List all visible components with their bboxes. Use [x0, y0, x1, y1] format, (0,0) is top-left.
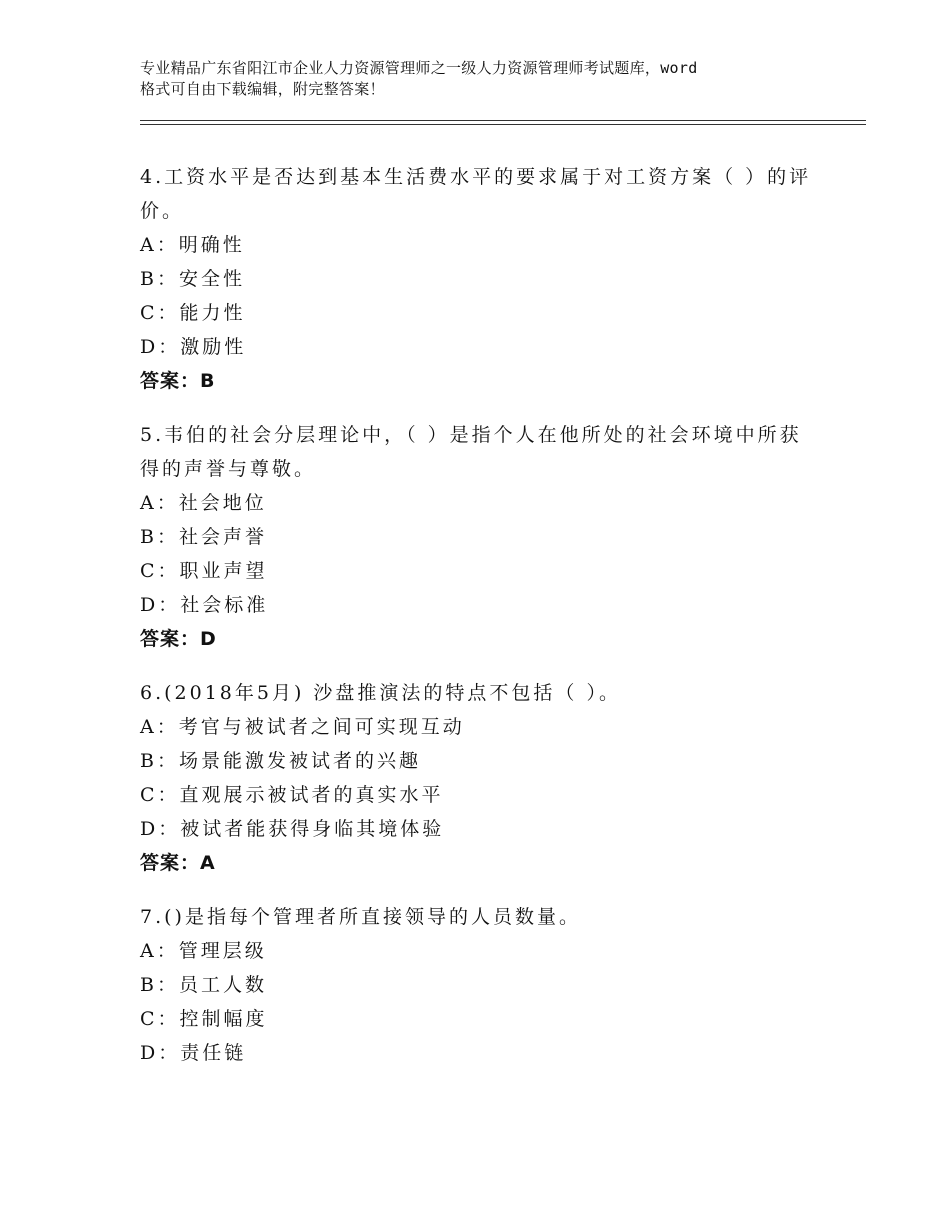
option-c: C：直观展示被试者的真实水平 [140, 784, 444, 806]
question-stem-line-1: 6.(2018年5月) 沙盘推演法的特点不包括（ ）。 [140, 682, 621, 704]
question-4 [140, 160, 820, 398]
answer: 答案：B [140, 370, 216, 392]
option-d: D：责任链 [140, 1042, 247, 1064]
option-d: D：被试者能获得身临其境体验 [140, 818, 445, 840]
option-a: A：管理层级 [140, 940, 267, 962]
answer: 答案：D [140, 628, 217, 650]
answer: 答案：A [140, 852, 216, 874]
option-b: B：社会声誉 [140, 526, 267, 548]
option-c: C：能力性 [140, 302, 246, 324]
question-stem [140, 900, 820, 934]
header-line-2: 格式可自由下载编辑，附完整答案！ [140, 80, 385, 98]
header-divider-secondary [140, 124, 866, 125]
option-a: A：明确性 [140, 234, 245, 256]
option-c: C：职业声望 [140, 560, 268, 582]
question-5 [140, 418, 820, 656]
question-stem-line-1: 4.工资水平是否达到基本生活费水平的要求属于对工资方案（ ）的评 [140, 166, 812, 188]
option-b: B：员工人数 [140, 974, 267, 996]
question-stem-line-2: 得的声誉与尊敬。 [140, 458, 317, 480]
question-stem [140, 418, 820, 486]
document-header [140, 58, 820, 100]
question-list [140, 160, 820, 1090]
question-stem-line-1: 7.()是指每个管理者所直接领导的人员数量。 [140, 906, 581, 928]
question-7 [140, 900, 820, 1070]
question-stem-line-2: 价。 [140, 200, 185, 222]
option-d: D：激励性 [140, 336, 247, 358]
option-d: D：社会标准 [140, 594, 269, 616]
question-stem-line-1: 5.韦伯的社会分层理论中，（ ）是指个人在他所处的社会环境中所获 [140, 424, 802, 446]
question-stem [140, 676, 820, 710]
option-b: B：场景能激发被试者的兴趣 [140, 750, 421, 772]
option-a: A：考官与被试者之间可实现互动 [140, 716, 465, 738]
option-a: A：社会地位 [140, 492, 267, 514]
option-c: C：控制幅度 [140, 1008, 268, 1030]
option-b: B：安全性 [140, 268, 245, 290]
question-stem [140, 160, 820, 228]
header-line-1: 专业精品广东省阳江市企业人力资源管理师之一级人力资源管理师考试题库，word [140, 59, 698, 77]
question-6 [140, 676, 820, 880]
